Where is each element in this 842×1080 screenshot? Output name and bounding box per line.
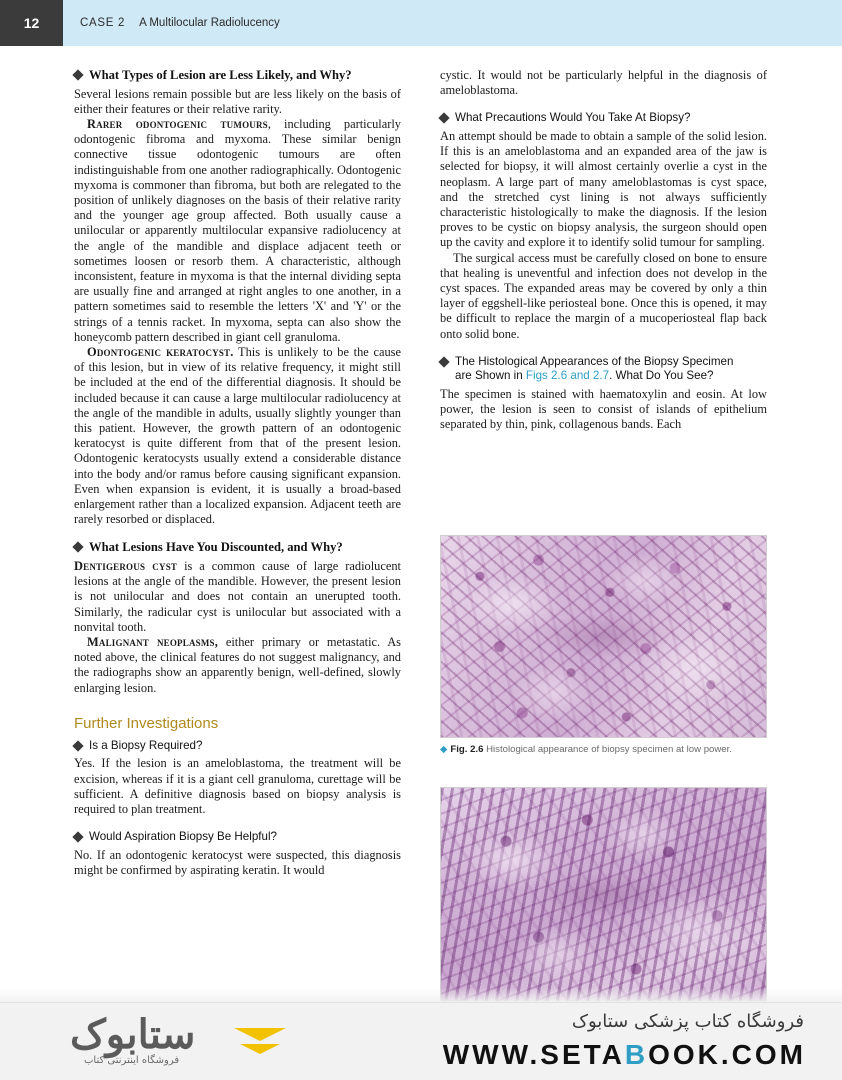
runin-odontogenic-keratocyst: Odontogenic keratocyst.: [87, 344, 234, 359]
caption-bullet-icon: ◆: [440, 744, 448, 755]
paragraph-specimen-description: The specimen is stained with haematoxylin and eosin. At low power, the lesion is seen to consist of islands of epithelium separated by thin, pink, collagenous bands. Each: [440, 386, 767, 432]
diamond-bullet-icon: [438, 356, 449, 367]
diamond-bullet-icon: [72, 542, 83, 553]
diamond-bullet-icon: [72, 69, 83, 80]
header-case-bar: [63, 0, 842, 46]
watermark-store-name: فروشگاه کتاب پزشکی ستابوک: [571, 1011, 804, 1032]
question-heading-text-line1: The Histological Appearances of the Biopsy Specimen: [455, 354, 734, 368]
question-heading-text: What Types of Lesion are Less Likely, and Why?: [89, 68, 352, 82]
watermark-url-part-c: OOK.COM: [648, 1039, 806, 1070]
diamond-bullet-icon: [72, 740, 83, 751]
runin-dentigerous-cyst: Dentigerous cyst: [74, 558, 178, 573]
paragraph-surgical-access: The surgical access must be carefully closed on bone to ensure that healing is uneventful and infection does not develop in the cyst spaces. The expanded areas may be covered by only a thin layer of eggshell-like periosteal bone. Once this is opened, it may be difficult to replace the margin of a mucoperiosteal flap back onto solid bone.: [440, 250, 767, 341]
watermark-url-part-a: WWW.SETA: [442, 1039, 625, 1070]
question-heading-text: Would Aspiration Biopsy Be Helpful?: [89, 830, 277, 844]
runin-rarer-odontogenic-tumours: Rarer odontogenic tumours: [87, 116, 268, 131]
figure-number: Fig. 2.6: [450, 744, 484, 755]
paragraph-rarer-odontogenic-tumours-body: , including particularly odontogenic fibroma and myxoma. These similar benign connective tissue odontogenic tumours are often indistinguishable from one another radiographically. Odontogenic myxoma is commoner than fibroma, but both are relegated to the position of unlikely diagnoses on the basis of their relative rarity and the younger age group affected. Both usually cause a unilocular or apparently multilocular expansive radiolucency at the angle of the mandible and displace adjacent teeth or sometimes loosen or resorb them. A characteristic, although inconsistent, feature in myxoma is that the internal dividing septa are usually fine and arranged at right angles to one another, in a pattern sometimes said to resemble the letters 'X' and 'Y' or the strings of a tennis racket. In myxoma, septa can also show the honeycomb pattern described in giant cell granuloma.: [74, 116, 401, 344]
question-heading-text: Is a Biopsy Required?: [89, 738, 203, 752]
watermark-url-part-b: B: [624, 1039, 649, 1070]
figure-caption-text: Histological appearance of biopsy specimen at low power.: [486, 744, 732, 755]
watermark-script-text: ستابوک: [70, 1012, 196, 1057]
footer-fade: [0, 988, 842, 1002]
paragraph-aspiration-biopsy-answer: No. If an odontogenic keratocyst were suspected, this diagnosis might be confirmed by aspirating keratin. It would: [74, 847, 401, 877]
chevron-icon-large: [234, 1028, 286, 1041]
question-heading-text: What Precautions Would You Take At Biopsy?: [455, 111, 691, 125]
watermark-brand-left: [70, 1011, 195, 1058]
right-text-column: [440, 68, 767, 432]
question-heading-lesion-types: [74, 68, 401, 84]
case-title: A Multilocular Radiolucency: [139, 17, 280, 29]
paragraph-cystic-continued: cystic. It would not be particularly helpful in the diagnosis of ameloblastoma.: [440, 68, 767, 98]
watermark-url[interactable]: [443, 1039, 806, 1071]
paragraph-remaining-lesions: Several lesions remain possible but are less likely on the basis of either their features or their relative rarity.: [74, 86, 401, 116]
page-number-block: [0, 0, 63, 46]
paragraph-rarer-odontogenic-tumours: [74, 117, 401, 345]
histology-image-low-power: [441, 536, 766, 737]
figure-caption-2-6: [440, 744, 767, 755]
paragraph-malignant-neoplasms-body: either primary or metastatic. As noted above, the clinical features do not suggest malignancy, and the radiographs show an apparently benign, well-defined, slowly enlarging lesion.: [74, 634, 401, 695]
paragraph-biopsy-precautions-answer: An attempt should be made to obtain a sample of the solid lesion. If this is an ameloblastoma and an expanded area of the jaw is selected for biopsy, it will almost certainly overlie a cyst in the neoplasm. A large part of many ameloblastomas is cyst space, and the stretched cyst lining is not always sufficiently characteristic histologically to make the diagnosis. If the lesion proves to be cystic on biopsy analysis, the surgeon should open up the cavity and explore it to identify solid tumour for sampling.: [440, 128, 767, 250]
figure-reference-link[interactable]: Figs 2.6 and 2.7: [525, 369, 610, 383]
question-heading-histological-appearances: [440, 355, 767, 384]
paragraph-odontogenic-keratocyst-body: This is unlikely to be the cause of this lesion, but in view of its relative frequency, it might still be included at the end of the differential diagnosis. It should be included because it can cause a large multilocular radiolucency at the angle of the mandible in adults, usually slightly younger than this patient. However, the growth pattern of an odontogenic keratocyst is quite different from that of the present lesion. Odontogenic keratocysts usually extend a considerable distance into the body and/or ramus before causing significant expansion. Even when expansion is evident, it is usually a broad-based enlargement rather than a localized expansion. Adjacent teeth are rarely resorbed or displaced.: [74, 344, 401, 527]
page-number: 12: [23, 15, 40, 31]
runin-malignant-neoplasms: Malignant neoplasms,: [87, 634, 219, 649]
diamond-bullet-icon: [438, 113, 449, 124]
question-heading-biopsy-required: [74, 739, 401, 754]
page-header: [0, 0, 842, 46]
question-heading-text-line3: . What Do You See?: [609, 369, 714, 383]
paragraph-odontogenic-keratocyst: [74, 345, 401, 527]
question-heading-discounted-lesions: [74, 540, 401, 556]
question-heading-text: What Lesions Have You Discounted, and Why?: [89, 540, 343, 555]
question-heading-biopsy-precautions: [440, 111, 767, 126]
watermark-subtitle: فروشگاه اینترنتی کتاب: [84, 1055, 180, 1066]
chevron-icon-small: [240, 1044, 280, 1054]
paragraph-malignant-neoplasms: [74, 635, 401, 696]
footer-watermark-bar: [0, 1002, 842, 1080]
figure-image-2-6: [440, 535, 767, 738]
paragraph-dentigerous-cyst: [74, 559, 401, 635]
case-label: CASE 2: [80, 17, 126, 29]
left-text-column: [74, 68, 401, 878]
question-heading-text-line2: are Shown in: [455, 369, 526, 383]
diamond-bullet-icon: [72, 832, 83, 843]
histology-image-high-power: [441, 788, 766, 1001]
figure-image-2-7: [440, 787, 767, 1002]
watermark-logo-icon: [232, 1013, 288, 1069]
question-heading-aspiration-biopsy: [74, 830, 401, 845]
paragraph-dentigerous-cyst-body: is a common cause of large radiolucent lesions at the angle of the mandible. However, the present lesion is not unilocular and does not contain an unerupted tooth. Similarly, the radicular cyst is unilocular but associated with a nonvital tooth.: [74, 558, 401, 634]
section-title-further-investigations: Further Investigations: [74, 714, 219, 732]
paragraph-biopsy-required-answer: Yes. If the lesion is an ameloblastoma, the treatment will be excision, whereas if it is a giant cell granuloma, curettage will be sufficient. A definitive diagnosis based on biopsy analysis is required to plan treatment.: [74, 756, 401, 817]
